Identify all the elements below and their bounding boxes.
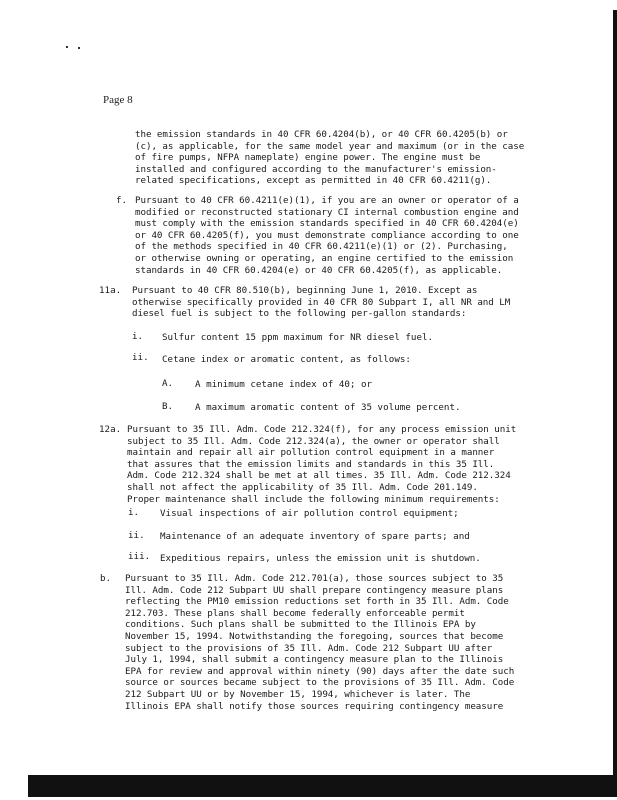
section-11a-label: 11a. <box>99 285 122 296</box>
text-line: must comply with the emission standards specified in 40 CFR 60.4204(e) <box>135 218 519 230</box>
text-line: Pursuant to 40 CFR 60.4211(e)(1), if you are an owner or operator of a <box>135 195 519 206</box>
sub-item: A minimum cetane index of 40; or <box>195 379 373 390</box>
text-line: subject to 35 Ill. Adm. Code 212.324(a), the owner or operator shall <box>127 435 500 447</box>
list-item-label: iii. <box>128 551 151 562</box>
scan-edge-right <box>613 10 617 790</box>
text-line: related specifications, except as permitted in 40 CFR 60.4211(g). <box>135 175 492 187</box>
section-12a-paragraph <box>127 424 516 505</box>
text-line: Pursuant to 35 Ill. Adm. Code 212.701(a), those sources subject to 35 <box>125 573 504 584</box>
text-line: modified or reconstructed stationary CI internal combustion engine and <box>135 206 519 218</box>
text-line: Proper maintenance shall include the following minimum requirements: <box>127 493 500 505</box>
list-item-label: i. <box>132 331 144 342</box>
list-item: Visual inspections of air pollution control equipment; <box>160 508 459 519</box>
text-line: of the methods specified in 40 CFR 60.4211(e)(1) or (2). Purchasing, <box>135 241 508 253</box>
text-line: or 40 CFR 60.4205(f), you must demonstrate compliance according to one <box>135 229 519 241</box>
text-line: that assures that the emission limits and standards in this 35 Ill. <box>127 458 495 470</box>
text-line: the emission standards in 40 CFR 60.4204(b), or 40 CFR 60.4205(b) or <box>135 129 508 140</box>
text-line: or otherwise owning or operating, an engine certified to the emission <box>135 252 514 264</box>
section-f-label: f. <box>116 195 128 206</box>
sub-item-label: B. <box>162 401 174 412</box>
scan-speck <box>78 47 80 49</box>
section-b-label: b. <box>100 573 112 584</box>
list-item-label: ii. <box>132 352 149 363</box>
text-line: source or sources became subject to the provisions of 35 Ill. Adm. Code <box>125 677 515 689</box>
section-11a-paragraph <box>132 285 510 320</box>
text-line: November 15, 1994. Notwithstanding the foregoing, sources that become <box>125 630 504 642</box>
text-line: EPA for review and approval within ninety (90) days after the date such <box>125 665 515 677</box>
text-line: Pursuant to 35 Ill. Adm. Code 212.324(f), for any process emission unit <box>127 424 517 435</box>
section-12a-label: 12a. <box>99 424 122 435</box>
text-line: standards in 40 CFR 60.4204(e) or 40 CFR 60.4205(f), as applicable. <box>135 264 503 276</box>
text-line: 212 Subpart UU or by November 15, 1994, whichever is later. The <box>125 688 471 700</box>
text-line: Ill. Adm. Code 212 Subpart UU shall prepare contingency measure plans <box>125 584 504 596</box>
sub-item: A maximum aromatic content of 35 volume percent. <box>195 402 461 413</box>
text-line: 212.703. These plans shall become federally enforceable permit <box>125 607 465 619</box>
text-line: Adm. Code 212.324 shall be met at all times. 35 Ill. Adm. Code 212.324 <box>127 470 511 482</box>
text-line: installed and configured according to the manufacturer's emission- <box>135 163 497 175</box>
text-line: maintain and repair all air pollution control equipment in a manner <box>127 447 495 459</box>
text-line: subject to the provisions of 35 Ill. Adm. Code 212 Subpart UU after <box>125 642 493 654</box>
text-line: otherwise specifically provided in 40 CFR 80 Subpart I, all NR and LM <box>132 296 511 308</box>
continuation-paragraph <box>135 129 524 187</box>
sub-item-label: A. <box>162 378 174 389</box>
scan-speck <box>66 46 68 48</box>
text-line: July 1, 1994, shall submit a contingency measure plan to the Illinois <box>125 654 504 666</box>
section-f-paragraph <box>135 195 519 276</box>
text-line: shall not affect the applicability of 35 Ill. Adm. Code 201.149. <box>127 481 478 493</box>
text-line: conditions. Such plans shall be submitted to the Illinois EPA by <box>125 619 476 631</box>
list-item: Maintenance of an adequate inventory of spare parts; and <box>160 531 470 542</box>
text-line: Pursuant to 40 CFR 80.510(b), beginning June 1, 2010. Except as <box>132 285 478 296</box>
scan-edge-bottom <box>28 775 617 797</box>
text-line: of fire pumps, NFPA nameplate) engine power. The engine must be <box>135 152 481 164</box>
list-item-label: i. <box>128 507 140 518</box>
list-item: Cetane index or aromatic content, as follows: <box>162 354 411 365</box>
list-item-label: ii. <box>128 530 145 541</box>
section-b-paragraph <box>125 573 514 712</box>
list-item: Sulfur content 15 ppm maximum for NR diesel fuel. <box>162 332 434 343</box>
text-line: diesel fuel is subject to the following per-gallon standards: <box>132 308 467 320</box>
page-number: Page 8 <box>103 94 133 106</box>
list-item: Expeditious repairs, unless the emission unit is shutdown. <box>160 553 481 564</box>
text-line: (c), as applicable, for the same model year and maximum (or in the case <box>135 140 525 152</box>
text-line: Illinois EPA shall notify those sources requiring contingency measure <box>125 700 504 712</box>
text-line: reflecting the PM10 emission reductions set forth in 35 Ill. Adm. Code <box>125 596 509 608</box>
